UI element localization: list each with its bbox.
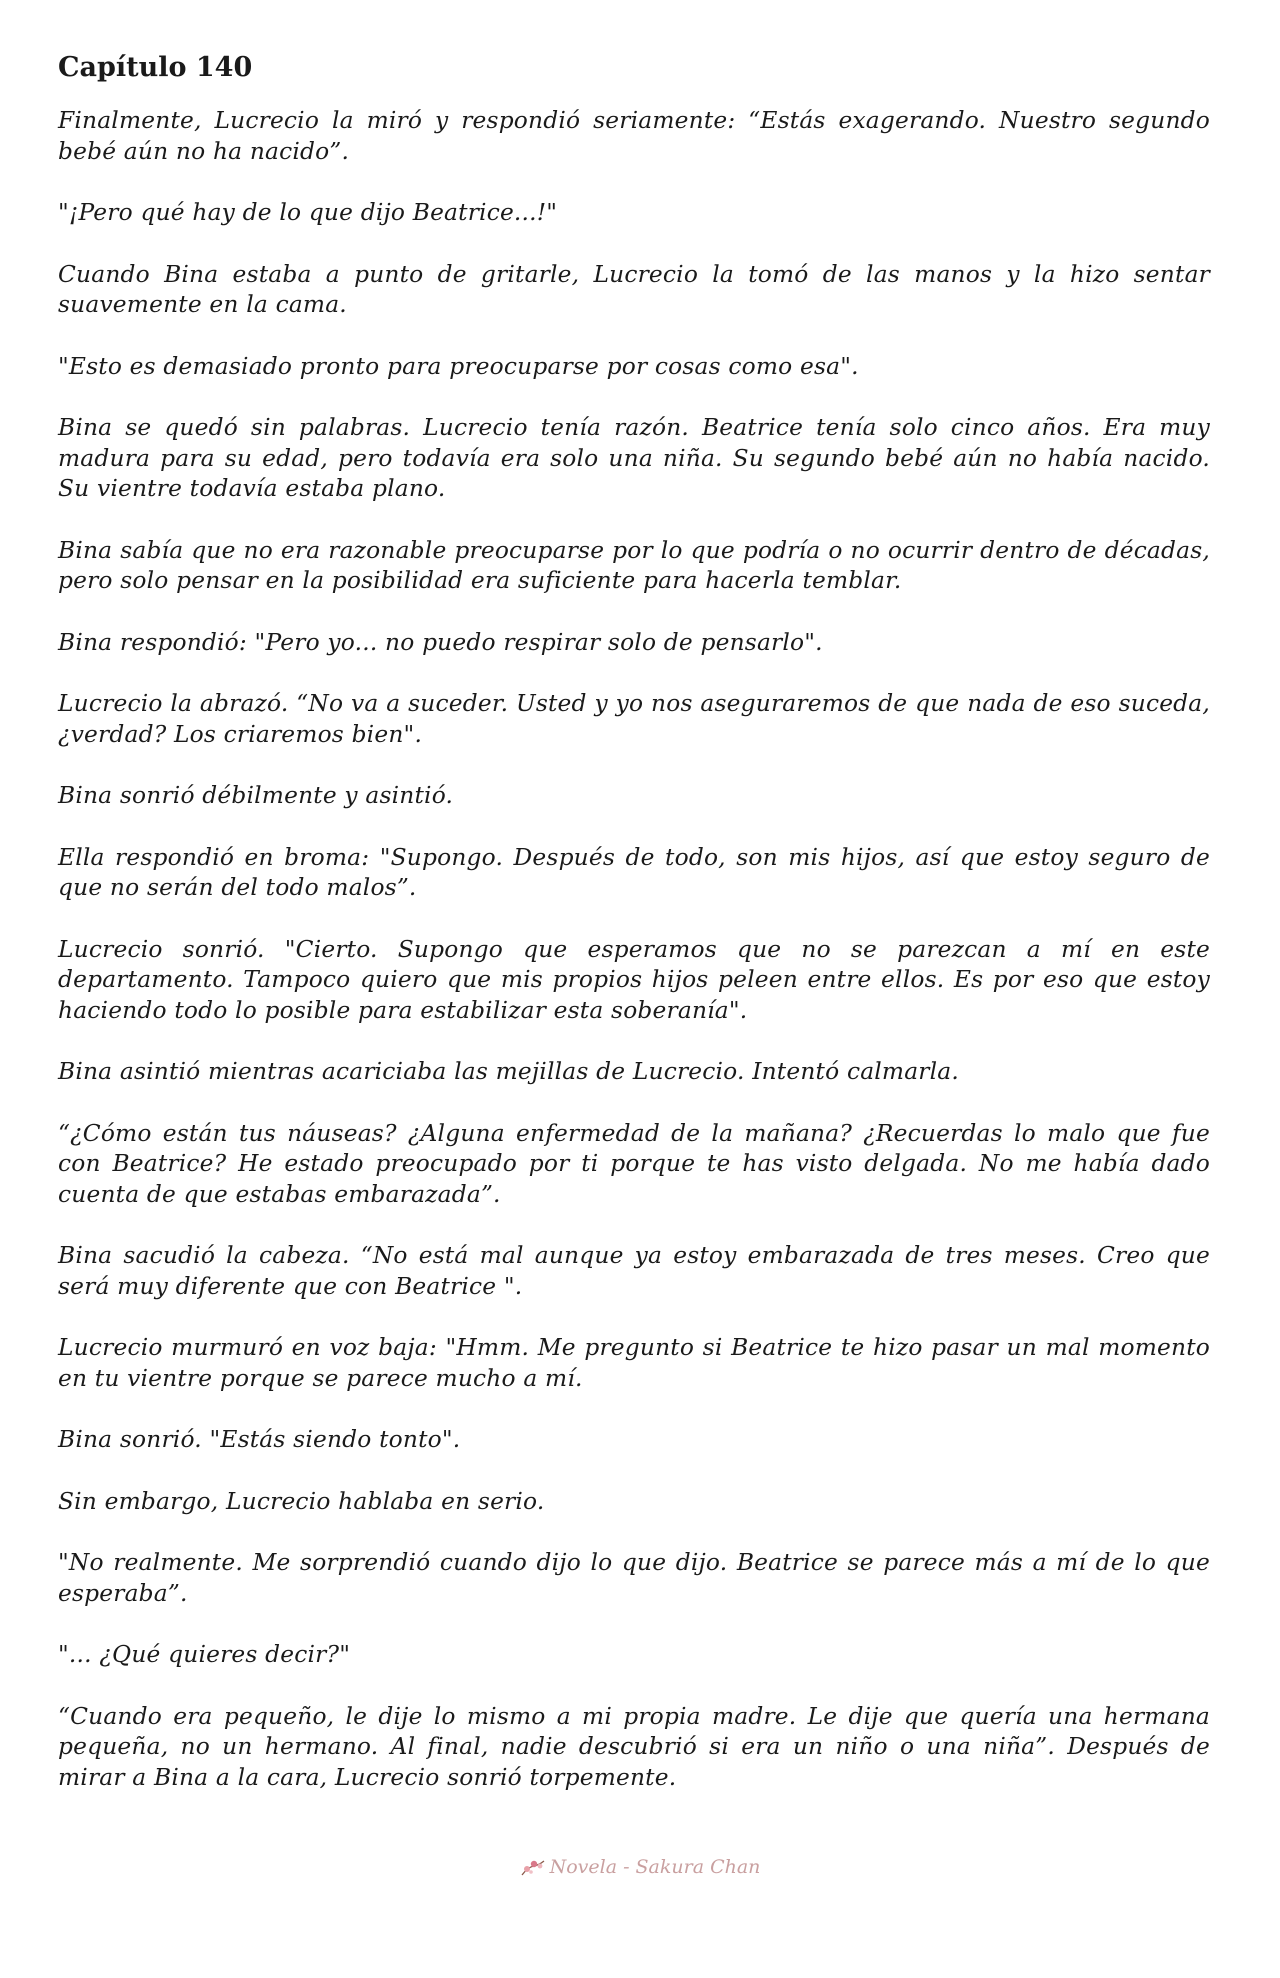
chapter-title: Capítulo 140: [58, 52, 253, 83]
paragraph-1: Finalmente, Lucrecio la miró y respondió seriamente: “Estás exagerando. Nuestro segundo bebé aún no ha nacido”.: [58, 107, 1210, 165]
paragraph-3: Cuando Bina estaba a punto de gritarle, Lucrecio la tomó de las manos y la hizo sentar suavemente en la cama.: [58, 260, 1210, 319]
paragraph-13: “¿Cómo están tus náuseas? ¿Alguna enfermedad de la mañana? ¿Recuerdas lo malo que fue con Beatrice? He estado preocupado por ti porque te has visto delgada. No me había dado cuenta de que estabas embarazada”.: [58, 1119, 1210, 1208]
paragraph-14: Bina sacudió la cabeza. “No está mal aunque ya estoy embarazada de tres meses. Creo que será muy diferente que con Beatrice ".: [58, 1242, 1210, 1300]
paragraph-16: Bina sonrió. "Estás siendo tonto".: [58, 1426, 461, 1454]
chapter-page: [58, 52, 1210, 1824]
paragraph-15: Lucrecio murmuró en voz baja: "Hmm. Me pregunto si Beatrice te hizo pasar un mal momento en tu vientre porque se parece mucho a mí.: [58, 1334, 1210, 1392]
paragraph-19: "... ¿Qué quieres decir?": [58, 1641, 351, 1669]
paragraph-11: Lucrecio sonrió. "Cierto. Supongo que esperamos que no se parezcan a mí en este departamento. Tampoco quiero que mis propios hijos peleen entre ellos. Es por eso que estoy haciendo todo lo posible para estabilizar esta soberanía".: [58, 935, 1210, 1024]
paragraph-8: Lucrecio la abrazó. “No va a suceder. Usted y yo nos aseguraremos de que nada de eso suceda, ¿verdad? Los criaremos bien".: [58, 690, 1210, 748]
paragraph-17: Sin embargo, Lucrecio hablaba en serio.: [58, 1487, 545, 1515]
paragraph-4: "Esto es demasiado pronto para preocuparse por cosas como esa".: [58, 352, 859, 380]
paragraph-7: Bina respondió: "Pero yo... no puedo respirar solo de pensarlo".: [58, 628, 823, 656]
paragraph-12: Bina asintió mientras acariciaba las mejillas de Lucrecio. Intentó calmarla.: [58, 1058, 959, 1086]
paragraph-20: “Cuando era pequeño, le dije lo mismo a mi propia madre. Le dije que quería una hermana pequeña, no un hermano. Al final, nadie descubrió si era un niño o una niña”. Después de mirar a Bina a la cara, Lucrecio sonrió torpemente.: [58, 1702, 1210, 1791]
paragraph-2: "¡Pero qué hay de lo que dijo Beatrice...!": [58, 199, 558, 227]
watermark: [0, 1856, 1280, 1879]
watermark-text: Novela - Sakura Chan: [549, 1856, 761, 1878]
paragraph-18: "No realmente. Me sorprendió cuando dijo lo que dijo. Beatrice se parece más a mí de lo que esperaba”.: [58, 1549, 1210, 1607]
paragraph-9: Bina sonrió débilmente y asintió.: [58, 782, 454, 810]
paragraph-6: Bina sabía que no era razonable preocuparse por lo que podría o no ocurrir dentro de décadas, pero solo pensar en la posibilidad era suficiente para hacerla temblar.: [58, 536, 1210, 595]
sakura-blossom-icon: [520, 1857, 546, 1879]
paragraph-5: Bina se quedó sin palabras. Lucrecio tenía razón. Beatrice tenía solo cinco años. Era muy madura para su edad, pero todavía era solo una niña. Su segundo bebé aún no había nacido. Su vientre todavía estaba plano.: [58, 414, 1210, 503]
paragraph-10: Ella respondió en broma: "Supongo. Después de todo, son mis hijos, así que estoy seguro de que no serán del todo malos”.: [58, 843, 1210, 902]
